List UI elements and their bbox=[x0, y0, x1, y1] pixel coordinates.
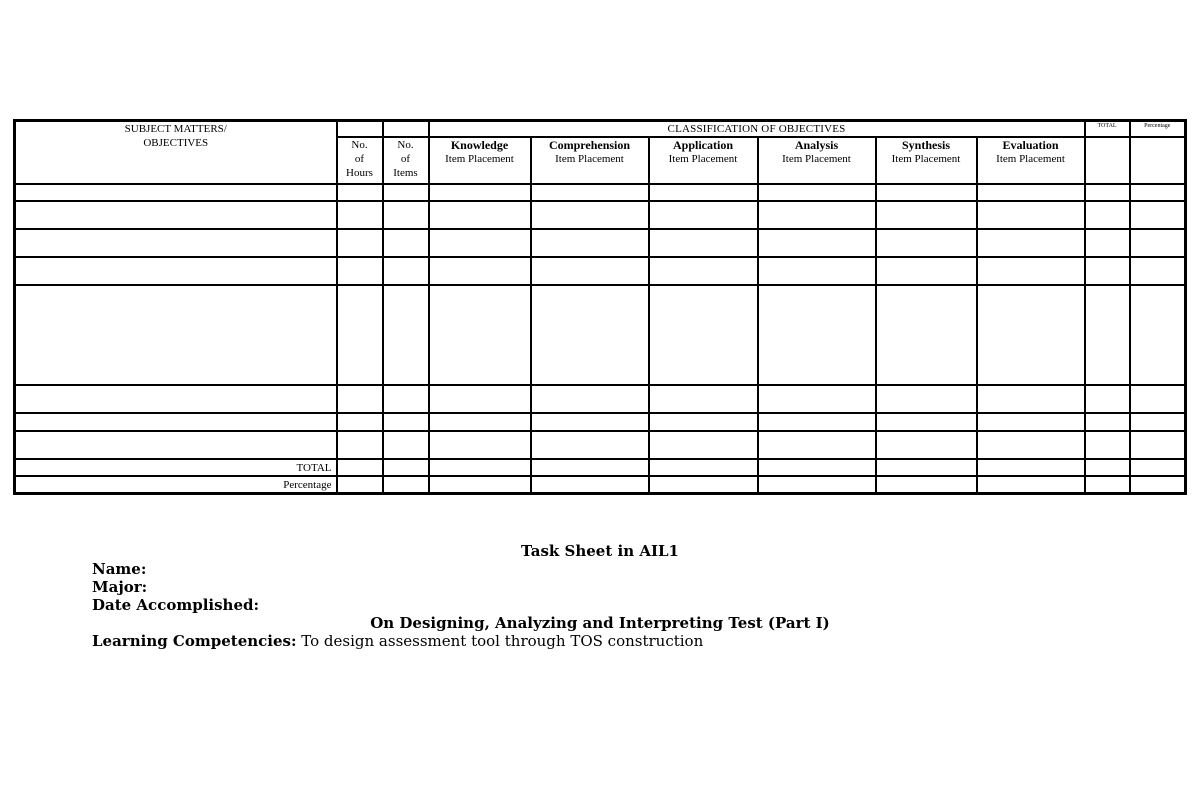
major-label: Major: bbox=[92, 578, 148, 596]
table-cell[interactable] bbox=[1130, 413, 1186, 431]
hours-header-line1: No. bbox=[351, 139, 368, 151]
table-cell[interactable] bbox=[429, 476, 531, 493]
table-cell[interactable] bbox=[758, 257, 876, 285]
table-cell[interactable] bbox=[15, 285, 337, 385]
learning-competencies bbox=[92, 632, 703, 650]
level-header-synthesis bbox=[876, 137, 977, 184]
table-cell[interactable] bbox=[337, 385, 383, 413]
table-cell[interactable] bbox=[649, 385, 758, 413]
table-cell[interactable] bbox=[977, 201, 1085, 229]
level-header-evaluation bbox=[977, 137, 1085, 184]
hours-header-line3: Hours bbox=[346, 167, 373, 179]
table-cell[interactable] bbox=[758, 285, 876, 385]
table-cell[interactable] bbox=[429, 184, 531, 201]
table-cell[interactable] bbox=[649, 459, 758, 476]
table-cell[interactable] bbox=[876, 431, 977, 459]
table-cell[interactable] bbox=[876, 229, 977, 257]
table-cell[interactable] bbox=[1130, 257, 1186, 285]
table-cell[interactable] bbox=[531, 257, 649, 285]
table-cell[interactable] bbox=[15, 385, 337, 413]
table-cell[interactable] bbox=[876, 285, 977, 385]
subject-matters-header bbox=[15, 121, 337, 185]
hours-header-line2: of bbox=[354, 153, 365, 165]
table-cell[interactable] bbox=[876, 385, 977, 413]
table-cell[interactable] bbox=[429, 229, 531, 257]
table-cell[interactable] bbox=[1085, 285, 1130, 385]
level-header-analysis bbox=[758, 137, 876, 184]
table-cell[interactable] bbox=[876, 201, 977, 229]
table-cell[interactable] bbox=[15, 201, 337, 229]
table-cell[interactable] bbox=[1085, 229, 1130, 257]
table-cell[interactable] bbox=[531, 413, 649, 431]
table-row bbox=[15, 257, 1186, 285]
total-row bbox=[15, 459, 1186, 476]
table-cell[interactable] bbox=[876, 184, 977, 201]
table-row bbox=[15, 201, 1186, 229]
table-cell[interactable] bbox=[383, 385, 429, 413]
table-cell[interactable] bbox=[429, 201, 531, 229]
table-cell[interactable] bbox=[649, 413, 758, 431]
table-cell[interactable] bbox=[758, 385, 876, 413]
total-header-cell bbox=[1085, 137, 1130, 184]
table-cell[interactable] bbox=[1085, 201, 1130, 229]
table-cell[interactable] bbox=[429, 285, 531, 385]
table-cell[interactable] bbox=[383, 459, 429, 476]
table-cell[interactable] bbox=[876, 476, 977, 493]
table-row bbox=[15, 385, 1186, 413]
table-cell[interactable] bbox=[531, 229, 649, 257]
level-sub: Item Placement bbox=[668, 153, 738, 165]
subject-header-line2: OBJECTIVES bbox=[143, 137, 209, 149]
header-row-1 bbox=[15, 121, 1186, 138]
table-cell[interactable] bbox=[15, 257, 337, 285]
table-cell[interactable] bbox=[383, 431, 429, 459]
competencies-label: Learning Competencies: bbox=[92, 632, 297, 650]
table-cell[interactable] bbox=[977, 431, 1085, 459]
table-cell[interactable] bbox=[15, 413, 337, 431]
table-cell[interactable] bbox=[531, 201, 649, 229]
task-subtitle: On Designing, Analyzing and Interpreting Test (Part I) bbox=[370, 614, 830, 632]
table-cell[interactable] bbox=[337, 201, 383, 229]
table-cell[interactable] bbox=[337, 229, 383, 257]
total-header: TOTAL bbox=[1085, 121, 1130, 138]
table-cell[interactable] bbox=[758, 476, 876, 493]
table-cell[interactable] bbox=[649, 201, 758, 229]
percentage-header-cell bbox=[1130, 137, 1186, 184]
table-cell[interactable] bbox=[1085, 257, 1130, 285]
table-cell[interactable] bbox=[1130, 476, 1186, 493]
table-cell[interactable] bbox=[876, 459, 977, 476]
table-cell[interactable] bbox=[1085, 413, 1130, 431]
table-cell[interactable] bbox=[876, 257, 977, 285]
table-cell[interactable] bbox=[758, 431, 876, 459]
table-cell[interactable] bbox=[429, 257, 531, 285]
level-header-knowledge bbox=[429, 137, 531, 184]
table-cell[interactable] bbox=[429, 413, 531, 431]
level-sub: Item Placement bbox=[445, 153, 514, 165]
table-cell[interactable] bbox=[649, 285, 758, 385]
level-header-application bbox=[649, 137, 758, 184]
total-row-label: TOTAL bbox=[15, 459, 337, 476]
table-cell[interactable] bbox=[649, 184, 758, 201]
table-cell[interactable] bbox=[977, 184, 1085, 201]
items-header-top bbox=[383, 121, 429, 138]
table-cell[interactable] bbox=[15, 184, 337, 201]
table-cell[interactable] bbox=[1130, 285, 1186, 385]
table-cell[interactable] bbox=[337, 257, 383, 285]
tos-table bbox=[13, 119, 1187, 495]
items-header bbox=[383, 137, 429, 184]
table-cell[interactable] bbox=[1130, 184, 1186, 201]
hours-header bbox=[337, 137, 383, 184]
table-cell[interactable] bbox=[758, 229, 876, 257]
level-sub: Item Placement bbox=[996, 153, 1065, 165]
percentage-header: Percentage bbox=[1130, 121, 1186, 138]
percentage-row-label: Percentage bbox=[15, 476, 337, 493]
table-cell[interactable] bbox=[758, 201, 876, 229]
table-cell[interactable] bbox=[429, 459, 531, 476]
table-cell[interactable] bbox=[649, 257, 758, 285]
table-cell[interactable] bbox=[383, 413, 429, 431]
table-row bbox=[15, 413, 1186, 431]
level-header-comprehension bbox=[531, 137, 649, 184]
level-name: Comprehension bbox=[548, 138, 631, 152]
table-cell[interactable] bbox=[531, 431, 649, 459]
table-cell[interactable] bbox=[383, 476, 429, 493]
subject-header-line1: SUBJECT MATTERS/ bbox=[124, 123, 227, 135]
table-cell[interactable] bbox=[1130, 431, 1186, 459]
table-cell[interactable] bbox=[977, 459, 1085, 476]
table-cell[interactable] bbox=[531, 459, 649, 476]
table-cell[interactable] bbox=[977, 257, 1085, 285]
table-cell[interactable] bbox=[15, 229, 337, 257]
table-cell[interactable] bbox=[977, 229, 1085, 257]
level-sub: Item Placement bbox=[555, 153, 624, 165]
level-name: Knowledge bbox=[450, 138, 509, 152]
table-row bbox=[15, 229, 1186, 257]
table-cell[interactable] bbox=[531, 285, 649, 385]
table-cell[interactable] bbox=[531, 476, 649, 493]
table-cell[interactable] bbox=[1130, 385, 1186, 413]
percentage-row bbox=[15, 476, 1186, 493]
name-label: Name: bbox=[92, 560, 147, 578]
table-cell[interactable] bbox=[383, 285, 429, 385]
table-cell[interactable] bbox=[1085, 431, 1130, 459]
table-row bbox=[15, 285, 1186, 385]
table-cell[interactable] bbox=[1130, 229, 1186, 257]
table-row bbox=[15, 431, 1186, 459]
table-cell[interactable] bbox=[429, 431, 531, 459]
table-cell[interactable] bbox=[977, 476, 1085, 493]
level-name: Analysis bbox=[794, 138, 839, 152]
items-header-line3: Items bbox=[393, 167, 418, 179]
table-cell[interactable] bbox=[758, 413, 876, 431]
items-header-line2: of bbox=[400, 153, 411, 165]
table-cell[interactable] bbox=[337, 459, 383, 476]
level-sub: Item Placement bbox=[782, 153, 851, 165]
table-cell[interactable] bbox=[429, 385, 531, 413]
table-cell[interactable] bbox=[383, 257, 429, 285]
level-name: Evaluation bbox=[1002, 138, 1059, 152]
table-cell[interactable] bbox=[531, 385, 649, 413]
table-cell[interactable] bbox=[337, 431, 383, 459]
competencies-text: To design assessment tool through TOS construction bbox=[296, 632, 704, 650]
date-accomplished-label: Date Accomplished: bbox=[92, 596, 260, 614]
table-cell[interactable] bbox=[337, 476, 383, 493]
table-cell[interactable] bbox=[383, 229, 429, 257]
table-cell[interactable] bbox=[977, 413, 1085, 431]
classification-title: CLASSIFICATION OF OBJECTIVES bbox=[429, 121, 1085, 138]
table-cell[interactable] bbox=[649, 431, 758, 459]
table-cell[interactable] bbox=[1130, 459, 1186, 476]
level-sub: Item Placement bbox=[891, 153, 961, 165]
table-cell[interactable] bbox=[977, 385, 1085, 413]
table-cell[interactable] bbox=[383, 201, 429, 229]
hours-header-top bbox=[337, 121, 383, 138]
level-name: Application bbox=[672, 138, 733, 152]
table-cell[interactable] bbox=[649, 476, 758, 493]
task-sheet-title: Task Sheet in AIL1 bbox=[521, 542, 679, 560]
level-name: Synthesis bbox=[901, 138, 951, 152]
table-cell[interactable] bbox=[977, 285, 1085, 385]
table-cell[interactable] bbox=[758, 184, 876, 201]
table-cell[interactable] bbox=[1085, 184, 1130, 201]
table-cell[interactable] bbox=[876, 413, 977, 431]
items-header-line1: No. bbox=[397, 139, 414, 151]
table-cell[interactable] bbox=[337, 184, 383, 201]
table-cell[interactable] bbox=[1130, 201, 1186, 229]
table-cell[interactable] bbox=[383, 184, 429, 201]
table-cell[interactable] bbox=[1085, 385, 1130, 413]
table-cell[interactable] bbox=[1085, 459, 1130, 476]
table-cell[interactable] bbox=[337, 413, 383, 431]
table-cell[interactable] bbox=[337, 285, 383, 385]
table-cell[interactable] bbox=[649, 229, 758, 257]
table-cell[interactable] bbox=[1085, 476, 1130, 493]
table-cell[interactable] bbox=[758, 459, 876, 476]
table-cell[interactable] bbox=[15, 431, 337, 459]
table-cell[interactable] bbox=[531, 184, 649, 201]
table-row bbox=[15, 184, 1186, 201]
